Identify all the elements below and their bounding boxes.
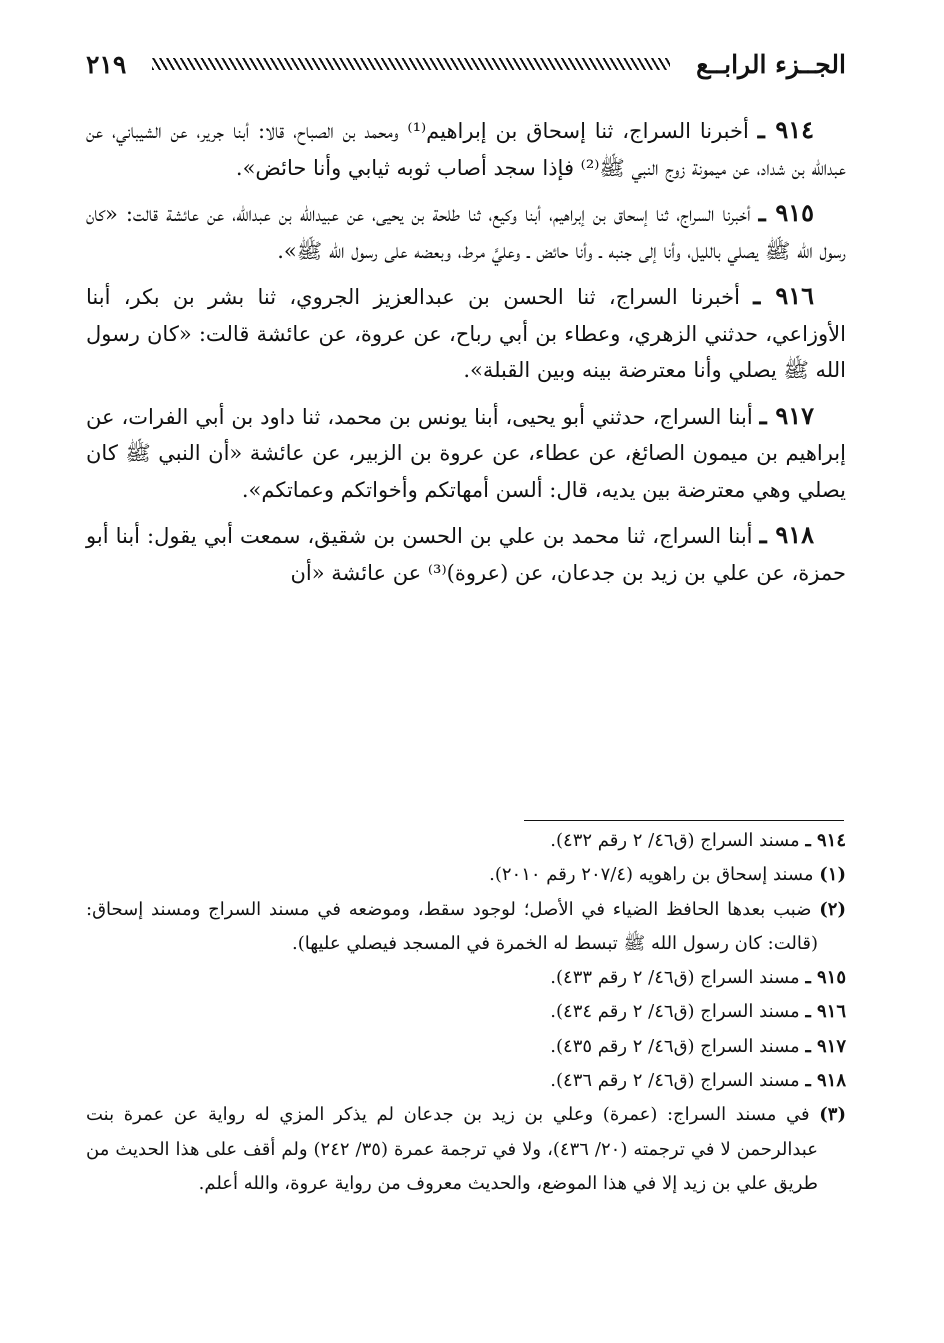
footnote-text: ضبب بعدها الحافظ الضياء في الأصل؛ لوجود سقط، وموضعه في مسند السراج ومسند إسحاق: (قالت: كان رسول الله ﷺ تبسط له الخمرة في المسجد فيصلي عليها). xyxy=(86,898,818,954)
footnote-1 xyxy=(86,858,846,892)
footnote-text: مسند السراج (ق٤٦/ ٢ رقم ٤٣٣). xyxy=(550,967,800,989)
footnote-text: مسند إسحاق بن راهويه (٢٠٧/٤ رقم ٢٠١٠). xyxy=(489,864,814,886)
hadith-number: ٩١٧ ـ xyxy=(759,400,814,430)
footnote-label: ٩١٦ ـ xyxy=(805,1001,846,1023)
hadith-914 xyxy=(86,112,846,186)
hadith-916 xyxy=(86,278,846,389)
footnote-text: في مسند السراج: (عمرة) وعلي بن زيد بن جدعان لم يذكر المزي له رواية عن عمرة بنت عبدالرحمن لا في ترجمته (٢٠/ ٤٣٦)، ولا في ترجمة عمرة (٣٥/ ٢٤٢) ولم أقف على هذا الحديث من طريق علي بن زيد إلا في هذا الموضع، والحديث معروف من رواية عروة، والله أعلم. xyxy=(86,1104,818,1194)
footnotes xyxy=(86,824,846,1201)
footnote-label: ٩١٨ ـ xyxy=(805,1070,846,1092)
hadith-915 xyxy=(86,195,846,269)
page-number: ٢١٩ xyxy=(86,49,127,79)
hadith-text: أخبرنا السراج، ثنا إسحاق بن إبراهيم⁽¹⁾ ومحمد بن الصباح، قالا: أبنا جرير، عن الشيباني، عن عبدالله بن شداد، عن ميمونة زوج النبي ﷺ⁽²⁾ فإذا سجد أصاب ثوبه ثيابي وأنا حائض». xyxy=(86,119,846,180)
footnote-label: ٩١٤ ـ xyxy=(805,830,846,851)
footnote-label: (٣) xyxy=(819,1104,846,1126)
hadith-number: ٩١٦ ـ xyxy=(753,281,814,310)
hadith-918 xyxy=(86,517,846,591)
footnote-source-915 xyxy=(86,961,846,995)
running-head: الجــزء الرابــع xyxy=(696,49,846,79)
hadith-text: أبنا السراج، حدثني أبو يحيى، أبنا يونس بن محمد، ثنا داود بن أبي الفرات، عن إبراهيم بن ميمون الصائغ، عن عطاء، عن عروة بن الزبير، عن عائشة «أن النبي ﷺ كان يصلي وهي معترضة بين يديه، قال: ألسن أمهاتكم وأخواتكم وعماتكم». xyxy=(86,404,846,502)
hadith-number: ٩١٤ ـ xyxy=(757,115,814,144)
header-ornament-rule xyxy=(152,58,670,70)
footnote-text: مسند السراج (ق٤٦/ ٢ رقم ٤٣٢). xyxy=(550,830,800,851)
hadith-number: ٩١٨ ـ xyxy=(759,520,814,549)
footnote-label: ٩١٧ ـ xyxy=(805,1035,846,1057)
footnote-source-918 xyxy=(86,1064,846,1098)
hadith-number: ٩١٥ ـ xyxy=(758,198,814,227)
footnote-2 xyxy=(86,893,846,962)
page-header xyxy=(86,44,846,84)
footnote-3 xyxy=(86,1098,846,1201)
footnote-label: (١) xyxy=(819,864,846,886)
main-text xyxy=(86,112,846,600)
footnote-text: مسند السراج (ق٤٦/ ٢ رقم ٤٣٦). xyxy=(550,1070,800,1092)
footnote-source-916 xyxy=(86,995,846,1029)
footnote-label: (٢) xyxy=(819,898,846,920)
hadith-917 xyxy=(86,398,846,509)
footnote-label: ٩١٥ ـ xyxy=(805,967,846,989)
footnote-text: مسند السراج (ق٤٦/ ٢ رقم ٤٣٥). xyxy=(550,1035,800,1057)
footnote-source-917 xyxy=(86,1030,846,1064)
footnote-separator xyxy=(524,820,844,821)
hadith-text: أبنا السراج، ثنا محمد بن علي بن الحسن بن شقيق، سمعت أبي يقول: أبنا أبو حمزة، عن علي بن زيد بن جدعان، عن (عروة)⁽³⁾ عن عائشة «أن xyxy=(86,524,846,585)
footnote-source-914 xyxy=(86,824,846,858)
footnote-text: مسند السراج (ق٤٦/ ٢ رقم ٤٣٤). xyxy=(550,1001,800,1023)
hadith-text: أخبرنا السراج، ثنا إسحاق بن إبراهيم، أبنا وكيع، ثنا طلحة بن يحيى، عن عبيدالله بن عبدالله، عن عائشة قالت: «كان رسول الله ﷺ يصلي بالليل، وأنا إلى جنبه ـ وأنا حائض ـ وعليَّ مرط، وبعضه على رسول الله ﷺ». xyxy=(86,202,846,263)
hadith-text: أخبرنا السراج، ثنا الحسن بن عبدالعزيز الجروي، ثنا بشر بن بكر، أبنا الأوزاعي، حدثني الزهري، وعطاء بن أبي رباح، عن عروة، عن عائشة قالت: «كان رسول الله ﷺ يصلي وأنا معترضة بينه وبين القبلة». xyxy=(86,285,846,382)
